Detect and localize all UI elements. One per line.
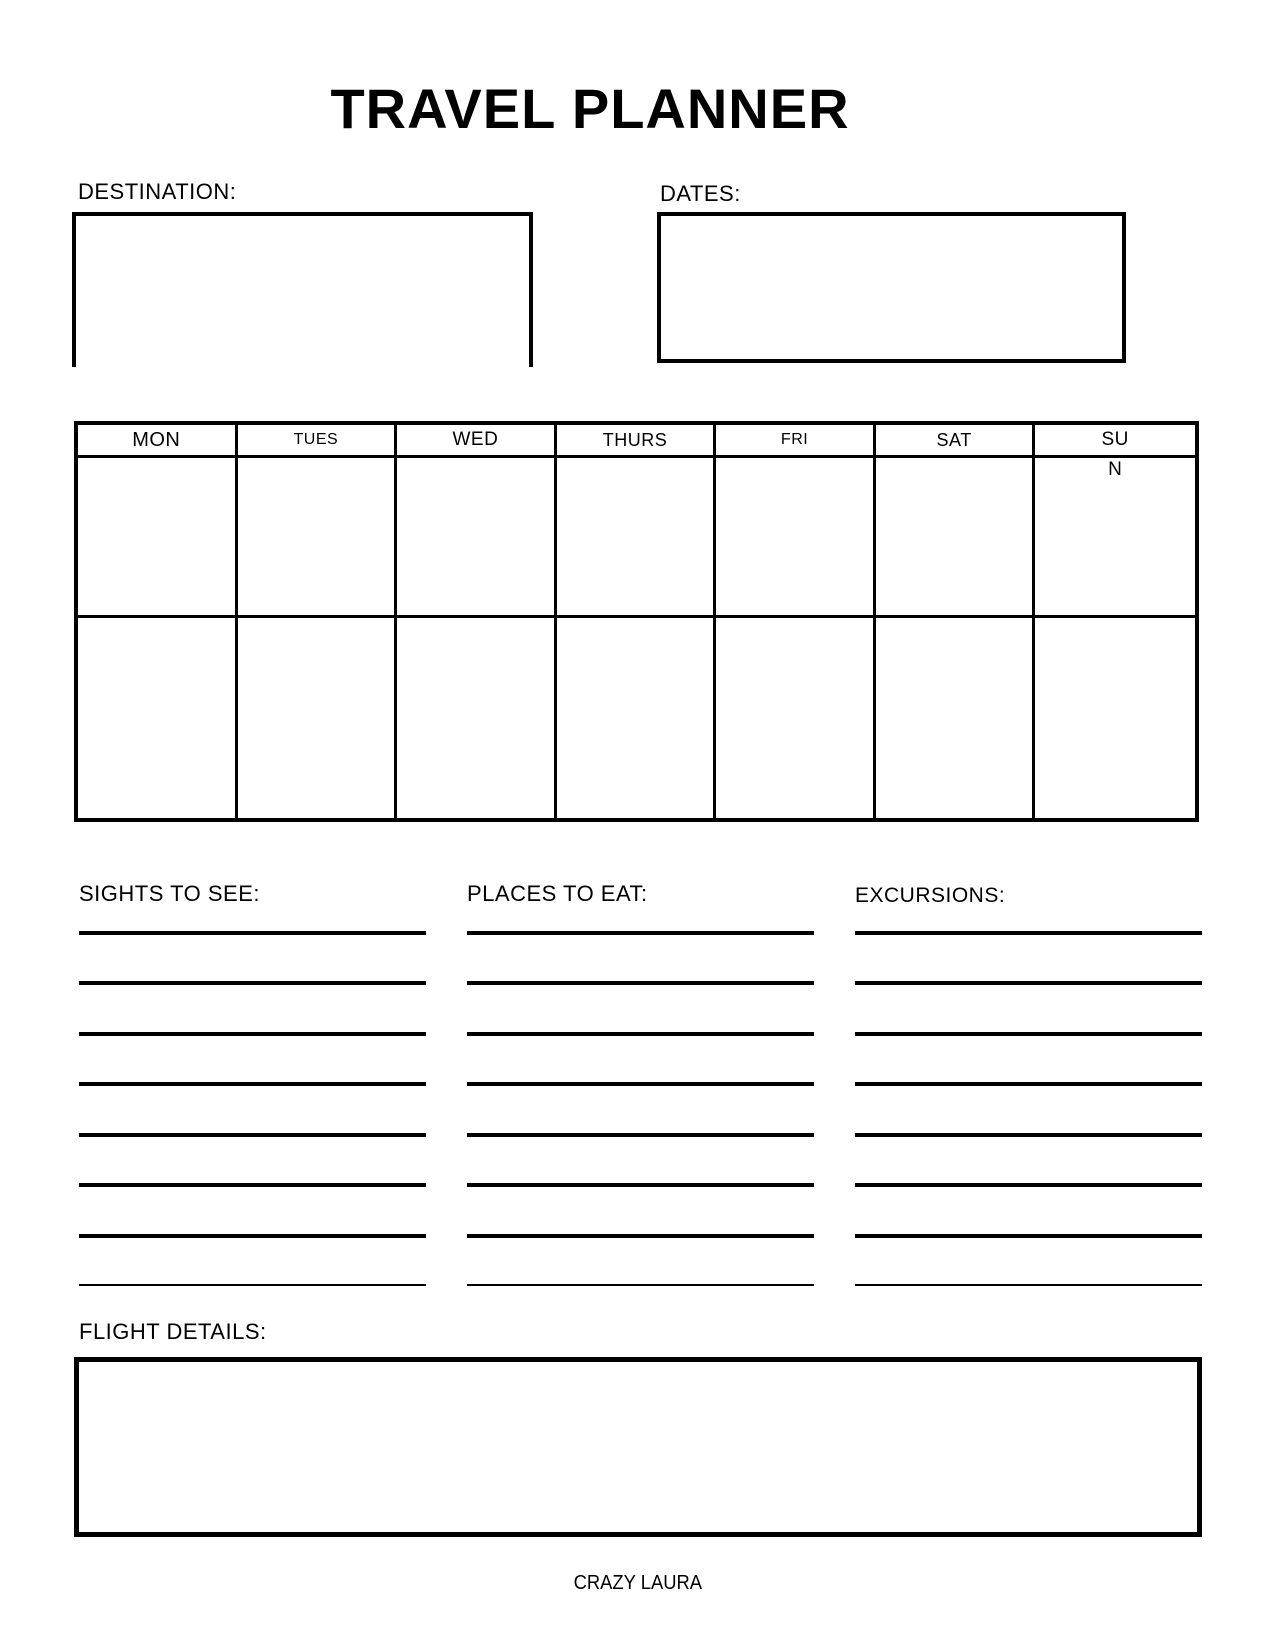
destination-input-box[interactable] <box>72 212 533 367</box>
writing-line[interactable] <box>79 1133 426 1137</box>
day-cell-tues-week2[interactable] <box>238 618 398 822</box>
excursions-section <box>855 880 1202 1300</box>
writing-line[interactable] <box>79 1183 426 1187</box>
writing-line[interactable] <box>467 1183 814 1187</box>
writing-line[interactable] <box>855 981 1202 985</box>
day-cell-thurs-week1[interactable] <box>557 458 717 618</box>
day-cell-sat-week1[interactable] <box>876 458 1036 618</box>
day-cell-sun-week1[interactable] <box>1035 458 1195 618</box>
day-header-tues: TUES <box>238 425 398 458</box>
writing-line[interactable] <box>467 1082 814 1086</box>
writing-line[interactable] <box>467 1133 814 1137</box>
day-cell-wed-week1[interactable] <box>397 458 557 618</box>
day-header-sun-line1: SU <box>1101 429 1129 450</box>
day-header-sat: SAT <box>876 425 1036 458</box>
writing-line[interactable] <box>855 1133 1202 1137</box>
writing-line[interactable] <box>79 1234 426 1238</box>
writing-line[interactable] <box>467 931 814 935</box>
day-cell-fri-week1[interactable] <box>716 458 876 618</box>
writing-line[interactable] <box>467 1032 814 1036</box>
week-table <box>74 421 1199 822</box>
sights-to-see-label: SIGHTS TO SEE: <box>79 881 261 906</box>
day-cell-fri-week2[interactable] <box>716 618 876 822</box>
day-header-wed: WED <box>397 425 557 458</box>
page-title: TRAVEL PLANNER <box>330 77 850 140</box>
dates-label: DATES: <box>660 181 741 206</box>
day-cell-tues-week1[interactable] <box>238 458 398 618</box>
dates-input-box[interactable] <box>657 212 1126 363</box>
writing-line[interactable] <box>467 1234 814 1238</box>
day-cell-mon-week1[interactable] <box>78 458 238 618</box>
writing-line[interactable] <box>855 1183 1202 1187</box>
writing-line[interactable] <box>855 931 1202 935</box>
destination-label: DESTINATION: <box>78 179 237 204</box>
day-cell-thurs-week2[interactable] <box>557 618 717 822</box>
places-to-eat-label: PLACES TO EAT: <box>467 881 648 906</box>
day-cell-sat-week2[interactable] <box>876 618 1036 822</box>
writing-line[interactable] <box>79 981 426 985</box>
writing-line[interactable] <box>79 1082 426 1086</box>
day-header-fri: FRI <box>716 425 876 458</box>
footer-brand: CRAZY LAURA <box>573 1572 702 1594</box>
writing-line[interactable] <box>855 1284 1202 1286</box>
writing-line[interactable] <box>855 1082 1202 1086</box>
sights-to-see-section <box>79 880 426 1300</box>
writing-line[interactable] <box>467 1284 814 1286</box>
writing-line[interactable] <box>855 1234 1202 1238</box>
places-to-eat-section <box>467 880 814 1300</box>
day-header-mon: MON <box>78 425 238 458</box>
writing-line[interactable] <box>467 981 814 985</box>
excursions-label: EXCURSIONS: <box>855 884 1006 907</box>
writing-line[interactable] <box>855 1032 1202 1036</box>
day-cell-wed-week2[interactable] <box>397 618 557 822</box>
writing-line[interactable] <box>79 1032 426 1036</box>
day-header-sun-line2: N <box>1108 459 1123 480</box>
day-cell-sun-week2[interactable] <box>1035 618 1195 822</box>
day-header-sun <box>1035 425 1195 480</box>
day-cell-mon-week2[interactable] <box>78 618 238 822</box>
writing-line[interactable] <box>79 931 426 935</box>
day-header-thurs: THURS <box>557 425 717 458</box>
flight-details-label: FLIGHT DETAILS: <box>79 1319 267 1344</box>
writing-line[interactable] <box>79 1284 426 1286</box>
flight-details-input-box[interactable] <box>74 1357 1202 1537</box>
